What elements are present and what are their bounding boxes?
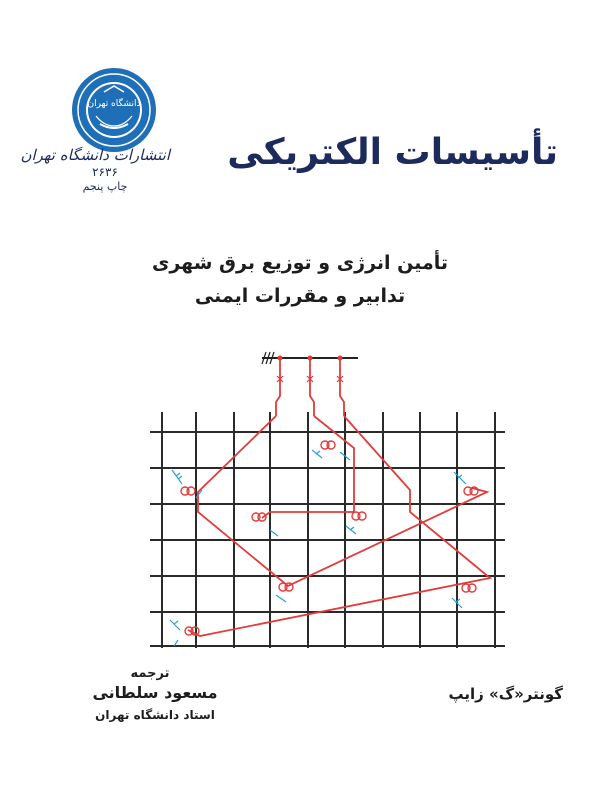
edition-label: چاپ پنجم [82,180,128,193]
translator-affiliation: استاد دانشگاه تهران [95,708,215,722]
translator-name: مسعود سلطانی [92,683,218,702]
transformers [181,441,478,635]
author-name: گونتر«گ» زایپ [448,685,563,703]
protection-devices [170,450,466,646]
university-seal-icon [70,66,158,154]
university-seal-logo [70,66,158,154]
grid-distribution-diagram [0,340,603,670]
subtitle-line-1: تأمین انرژی و توزیع برق شهری [151,252,449,274]
distribution-schematic [0,340,603,670]
publication-number: ۲۶۳۶ [92,165,118,179]
subtitle-line-2: تدابیر و مقررات ایمنی [194,285,406,307]
translator-label: ترجمه [130,666,170,681]
book-title: تأسیسات الکتریکی [227,132,558,173]
publisher-name: انتشارات دانشگاه تهران [20,146,170,164]
svg-text:دانشگاه تهران: دانشگاه تهران [87,99,141,109]
